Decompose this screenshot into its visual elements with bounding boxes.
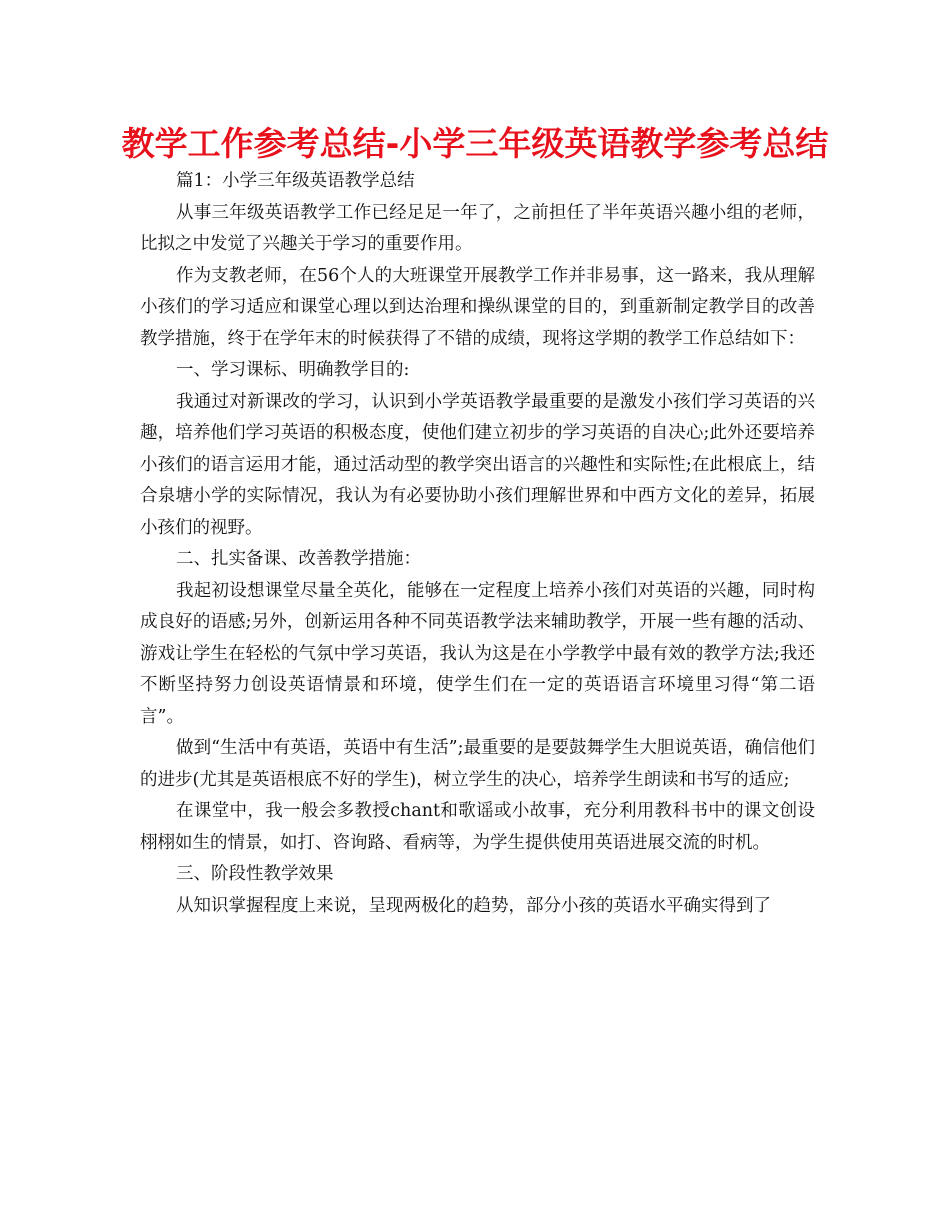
paragraph-background: 作为支教老师，在56个人的大班课堂开展教学工作并非易事，这一路来，我从理解小孩们的学习适应和课堂心理以到达治理和操纵课堂的目的，到重新制定教学目的改善教学措施，终于在学年末的时候获得了不错的成绩，现将这学期的教学工作总结如下： — [140, 265, 815, 349]
paragraph-section-1: 我通过对新课改的学习，认识到小学英语教学最重要的是激发小孩们学习英语的兴趣，培养他们学习英语的积极态度，使他们建立初步的学习英语的自决心;此外还要培养小孩们的语言运用才能，通过活动型的教学突出语言的兴趣性和实际性;在此根底上，结合泉塘小学的实际情况，我认为有必要协助小孩们理解世界和中西方文化的差异，拓展小孩们的视野。 — [140, 391, 815, 538]
paragraph-section-3: 从知识掌握程度上来说，呈现两极化的趋势，部分小孩的英语水平确实得到了 — [176, 895, 771, 916]
document-body — [140, 166, 815, 922]
section-heading-2: 二、扎实备课、改善教学措施： — [176, 549, 421, 569]
section-heading-part1: 篇1：小学三年级英语教学总结 — [176, 171, 415, 191]
paragraph-section-2b: 做到“生活中有英语，英语中有生活”;最重要的是要鼓舞学生大胆说英语，确信他们的进步(尤其是英语根底不好的学生)，树立学生的决心，培养学生朗读和书写的适应; — [140, 738, 815, 790]
section-heading-1: 一、学习课标、明确教学目的: — [176, 360, 410, 380]
paragraph-intro: 从事三年级英语教学工作已经足足一年了，之前担任了半年英语兴趣小组的老师，比拟之中发觉了兴趣关于学习的重要作用。 — [140, 202, 815, 254]
section-heading-3: 三、阶段性教学效果 — [176, 864, 334, 884]
paragraph-section-2a: 我起初设想课堂尽量全英化，能够在一定程度上培养小孩们对英语的兴趣，同时构成良好的语感;另外，创新运用各种不同英语教学法来辅助教学，开展一些有趣的活动、游戏让学生在轻松的气氛中学习英语，我认为这是在小学教学中最有效的教学方法;我还不断坚持努力创设英语情景和环境，使学生们在一定的英语语言环境里习得“第二语言”。 — [140, 580, 815, 727]
paragraph-section-2c: 在课堂中，我一般会多教授chant和歌谣或小故事，充分利用教科书中的课文创设栩栩如生的情景，如打、咨询路、看病等，为学生提供使用英语进展交流的时机。 — [140, 801, 815, 853]
document-title: 教学工作参考总结-小学三年级英语教学参考总结 — [121, 124, 829, 163]
